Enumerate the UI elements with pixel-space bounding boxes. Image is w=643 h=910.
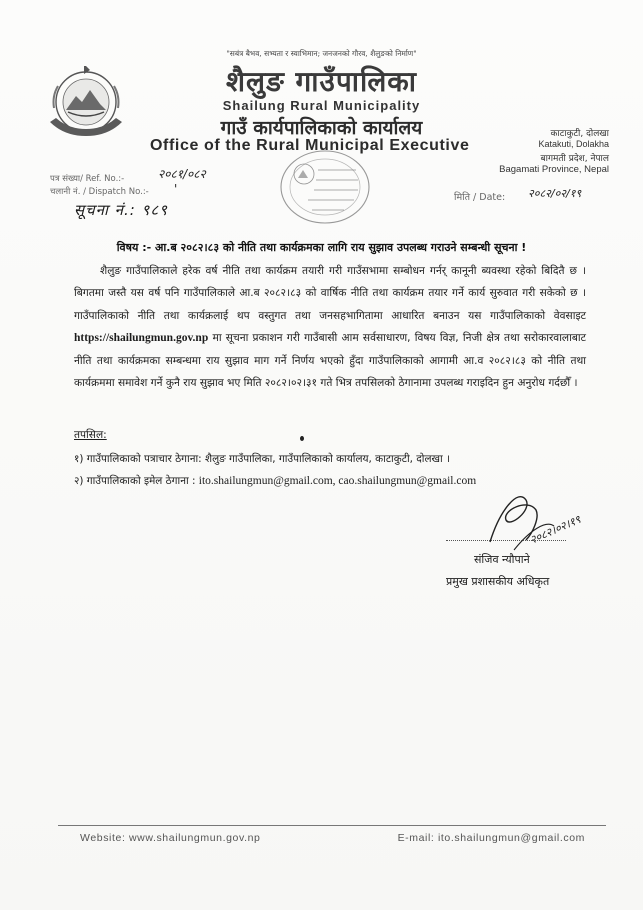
signature-date-text: २०८२।०२।१९ [527,512,583,547]
address-line-3: बागमती प्रदेश, नेपाल [540,154,609,164]
tapasil-heading: तपसिल: [74,429,107,441]
date-value: २०८२/०२/१९ [528,187,582,200]
footer-website: Website: www.shailungmun.gov.np [80,832,261,844]
municipality-name-nepali: शैलुङ गाउँपालिका [225,65,418,98]
ref-no-value: २०८१/०८२ [158,167,206,181]
item-label: १) गाउँपालिकाको पत्राचार ठेगाना: [74,453,202,465]
office-name-english: Office of the Rural Municipal Executive [150,137,470,154]
date-label: मिति / Date: [454,192,506,203]
letter-body [74,260,586,394]
municipality-name-english: Shailung Rural Municipality [222,98,421,113]
footer-email: E-mail: ito.shailungmun@gmail.com [397,832,585,844]
address-line-4: Bagamati Province, Nepal [499,164,609,175]
signatory-name: संजिव न्यौपाने [474,553,530,566]
letter-subject: विषय :- आ.ब २०८२।८३ को नीति तथा कार्यक्रमका लागि राय सुझाव उपलब्ध गराउने सम्बन्धी सूचना ! [116,241,527,254]
address-line-1: काटाकुटी, दोलखा [550,129,609,139]
footer-divider [58,825,606,826]
postal-address-value: शैलुङ गाउँपालिका, गाउँपालिकाको कार्यालय, काटाकुटी, दोलखा । [205,453,450,465]
signature-line [446,540,566,541]
office-name-nepali: गाउँ कार्यपालिकाको कार्यालय [220,117,423,139]
motto-text: "सबंत्र बैभव, सभ्यता र स्वाभिमान; जनजनको गौरव, शैलुङको निर्माण" [226,49,417,58]
dispatch-no-label: चलानी नं. / Dispatch No.:- [50,187,149,197]
notice-number: सूचना नं.: ९८९ [74,201,168,219]
dispatch-no-value: ' [174,182,178,196]
signatory-title: प्रमुख प्रशासकीय अधिकृत [446,575,550,588]
email-address-value: ito.shailungmun@gmail.com, cao.shailungmun@gmail.com [198,475,477,487]
ref-no-label: पत्र संख्या/ Ref. No.:- [50,174,125,184]
item-label: २) गाउँपालिकाको इमेल ठेगाना : [74,475,196,487]
website-link-text: https://shailungmun.gov.np [74,332,209,345]
office-seal-stamp [278,148,372,226]
body-text-part-1: शैलुङ गाउँपालिकाले हरेक वर्ष नीति तथा कार्यक्रम तयारी गरी गाउँसभामा सम्बोधन गर्नर् कानूनी ब्यवस्था रहेको बिदितै छ । बिगतमा जस्तै यस वर्ष पनि गाउँपालिकाले आ.ब २०८२।८३ को वार्षिक नीति तथा कार्यक्रम तयार गर्ने कार्य सुरुवात गरी सकेको छ । गाउँपालिकाको नीति तथा कार्यक्रलाई थप वस्तुगत तथा जनसहभागितामा आधारित बनाउन यस गाउँपालिकाको वेवसाइट [74,265,586,322]
address-line-2: Katakuti, Dolakha [538,139,609,149]
body-text-part-2: मा सूचना प्रकाशन गरी गाउँबासी आम सर्वसाधारण, विषय विज्ञ, निजी क्षेत्र तथा सरोकारवालाबाट नीति तथा कार्यक्रमका सम्बन्धमा राय सुझाव माग गर्ने निर्णय भएको हुँदा गाउँपालिकाको आगामी आ.व २०८२।८३ को नीति तथा कार्यक्रममा समावेश गर्ने कुनै राय सुझाव भए मिति २०८२।०२।३१ गते भित्र तपसिलको ठेगानामा उपलब्ध गराइदिन हुन अनुरोध गर्दछौँ । [74,332,586,390]
list-item [74,452,604,466]
ink-speck [300,436,304,441]
